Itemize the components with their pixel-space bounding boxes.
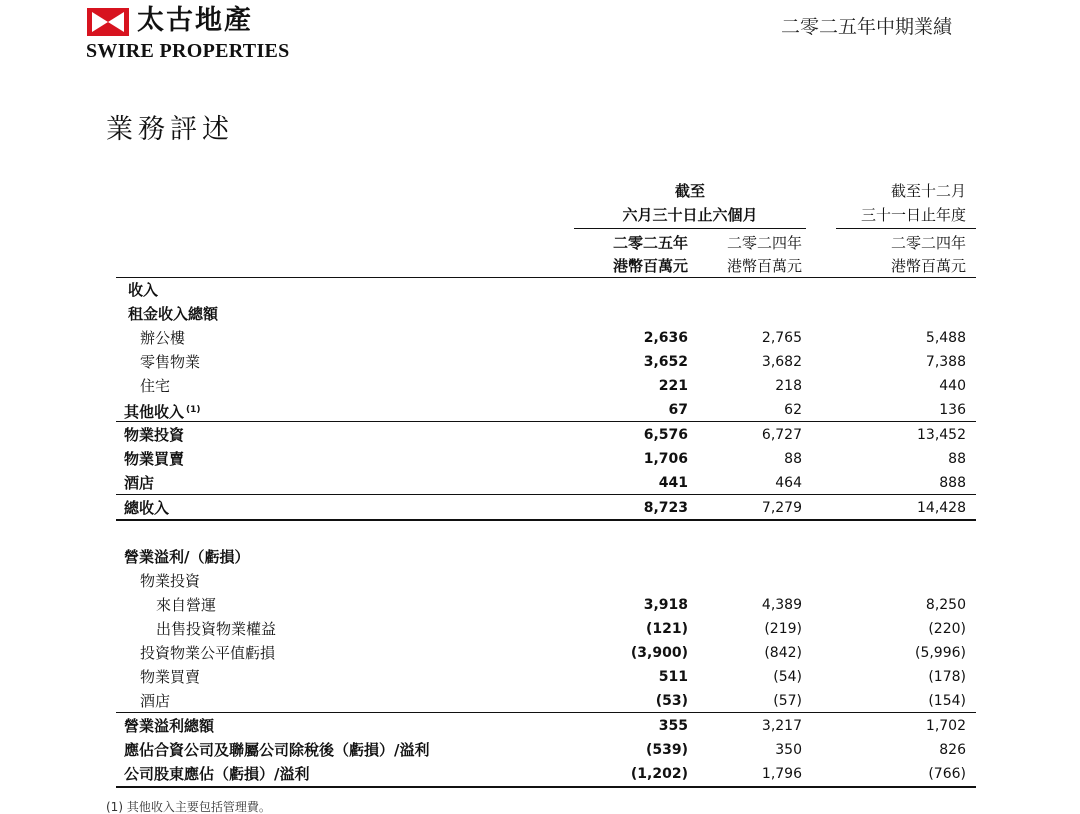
period-header-line1: 截至 — [674, 182, 705, 200]
col-prev-year: 二零二四年 — [726, 234, 802, 252]
row-label: 來自營運 — [156, 596, 217, 614]
table-row — [0, 398, 1080, 422]
table-row — [0, 496, 1080, 520]
cell-year: 8,250 — [925, 597, 966, 613]
period-header-line2: 六月三十日止六個月 — [622, 206, 758, 224]
cell-prev: 1,796 — [761, 766, 802, 782]
cell-prev: (842) — [764, 645, 802, 661]
cell-prev: 2,765 — [761, 330, 802, 346]
table-row — [0, 423, 1080, 447]
cell-cur: 3,918 — [643, 597, 688, 613]
table-row — [0, 545, 1080, 569]
table-row — [0, 641, 1080, 665]
cell-prev: 3,217 — [761, 718, 802, 734]
table-row — [0, 617, 1080, 641]
col-prev-unit: 港幣百萬元 — [726, 257, 802, 275]
table-row — [0, 714, 1080, 738]
row-label: 公司股東應佔（虧損）/溢利 — [124, 765, 310, 783]
cell-year: 5,488 — [925, 330, 966, 346]
cell-cur: 2,636 — [643, 330, 688, 346]
cell-cur: (53) — [655, 693, 688, 709]
row-label: 營業溢利/（虧損） — [124, 548, 250, 566]
row-label: 出售投資物業權益 — [156, 620, 277, 638]
table-row — [0, 665, 1080, 689]
cell-year: 13,452 — [917, 427, 966, 443]
row-label: 物業投資 — [140, 572, 201, 590]
section-title: 業務評述 — [106, 114, 234, 145]
row-label: 酒店 — [124, 474, 155, 492]
cell-cur: 511 — [658, 669, 688, 685]
row-label: 零售物業 — [140, 353, 201, 371]
table-row — [0, 569, 1080, 593]
table-row — [0, 350, 1080, 374]
cell-year: 440 — [939, 378, 966, 394]
cell-year: (154) — [928, 693, 966, 709]
cell-prev: 350 — [775, 742, 802, 758]
col-cur-unit: 港幣百萬元 — [612, 257, 688, 275]
cell-year: 136 — [939, 402, 966, 418]
col-full-year: 二零二四年 — [890, 234, 966, 252]
cell-prev: 7,279 — [761, 500, 802, 516]
footnote: (1) 其他收入主要包括管理費。 — [106, 800, 271, 814]
cell-year: 826 — [939, 742, 966, 758]
cell-cur: 1,706 — [643, 451, 688, 467]
table-row — [0, 326, 1080, 350]
cell-year: 7,388 — [925, 354, 966, 370]
table-row — [0, 689, 1080, 713]
row-label: 物業買賣 — [140, 668, 201, 686]
cell-year: (5,996) — [914, 645, 966, 661]
cell-cur: (121) — [645, 621, 688, 637]
row-label: 辦公樓 — [140, 329, 186, 347]
cell-prev: 62 — [784, 402, 802, 418]
company-logo-icon — [87, 8, 129, 36]
table-row — [0, 374, 1080, 398]
logo-english-name: SWIRE PROPERTIES — [86, 40, 290, 62]
rule-subtotal-investment — [116, 421, 976, 422]
cell-prev: (57) — [773, 693, 802, 709]
row-label: 住宅 — [140, 377, 171, 395]
cell-prev: 464 — [775, 475, 802, 491]
row-label: 總收入 — [124, 499, 170, 517]
table-row — [0, 471, 1080, 495]
row-label: 物業買賣 — [124, 450, 185, 468]
cell-cur: 67 — [668, 402, 688, 418]
period-header-rule — [574, 228, 806, 229]
rule-table-end — [116, 786, 976, 788]
table-row — [0, 738, 1080, 762]
rule-revenue-end — [116, 519, 976, 521]
col-full-unit: 港幣百萬元 — [890, 257, 966, 275]
logo-chinese-name: 太古地產 — [137, 5, 253, 36]
col-cur-year: 二零二五年 — [612, 234, 688, 252]
table-row — [0, 278, 1080, 302]
cell-year: 888 — [939, 475, 966, 491]
cell-year: (766) — [928, 766, 966, 782]
cell-prev: 4,389 — [761, 597, 802, 613]
row-label: 應佔合資公司及聯屬公司除稅後（虧損）/溢利 — [124, 741, 430, 759]
footnote-ref: (1) — [186, 405, 201, 415]
cell-year: (178) — [928, 669, 966, 685]
cell-cur: (3,900) — [630, 645, 688, 661]
year-header-line1: 截至十二月 — [890, 182, 966, 200]
rule-operating-total — [116, 712, 976, 713]
cell-year: 14,428 — [917, 500, 966, 516]
cell-year: 1,702 — [925, 718, 966, 734]
row-label: 營業溢利總額 — [124, 717, 215, 735]
cell-cur: 3,652 — [643, 354, 688, 370]
row-label: 租金收入總額 — [128, 305, 219, 323]
cell-prev: (219) — [764, 621, 802, 637]
cell-year: (220) — [928, 621, 966, 637]
row-label: 收入 — [128, 281, 159, 299]
table-row — [0, 302, 1080, 326]
row-label: 酒店 — [140, 692, 171, 710]
cell-cur: 6,576 — [643, 427, 688, 443]
cell-cur: 355 — [658, 718, 688, 734]
row-label: 物業投資 — [124, 426, 185, 444]
cell-prev: 6,727 — [761, 427, 802, 443]
cell-cur: 8,723 — [643, 500, 688, 516]
cell-prev: 88 — [784, 451, 802, 467]
cell-cur: 441 — [658, 475, 688, 491]
cell-cur: (1,202) — [630, 766, 688, 782]
cell-prev: 218 — [775, 378, 802, 394]
row-label: 投資物業公平值虧損 — [140, 644, 276, 662]
cell-prev: 3,682 — [761, 354, 802, 370]
cell-cur: 221 — [658, 378, 688, 394]
rule-total-revenue — [116, 494, 976, 495]
table-row — [0, 762, 1080, 786]
table-row — [0, 593, 1080, 617]
cell-cur: (539) — [645, 742, 688, 758]
row-label-text: 其他收入 — [124, 403, 185, 421]
year-header-rule — [836, 228, 976, 229]
report-title: 二零二五年中期業績 — [781, 16, 953, 38]
cell-year: 88 — [948, 451, 966, 467]
cell-prev: (54) — [773, 669, 802, 685]
year-header-line2: 三十一日止年度 — [860, 206, 966, 224]
table-row — [0, 447, 1080, 471]
